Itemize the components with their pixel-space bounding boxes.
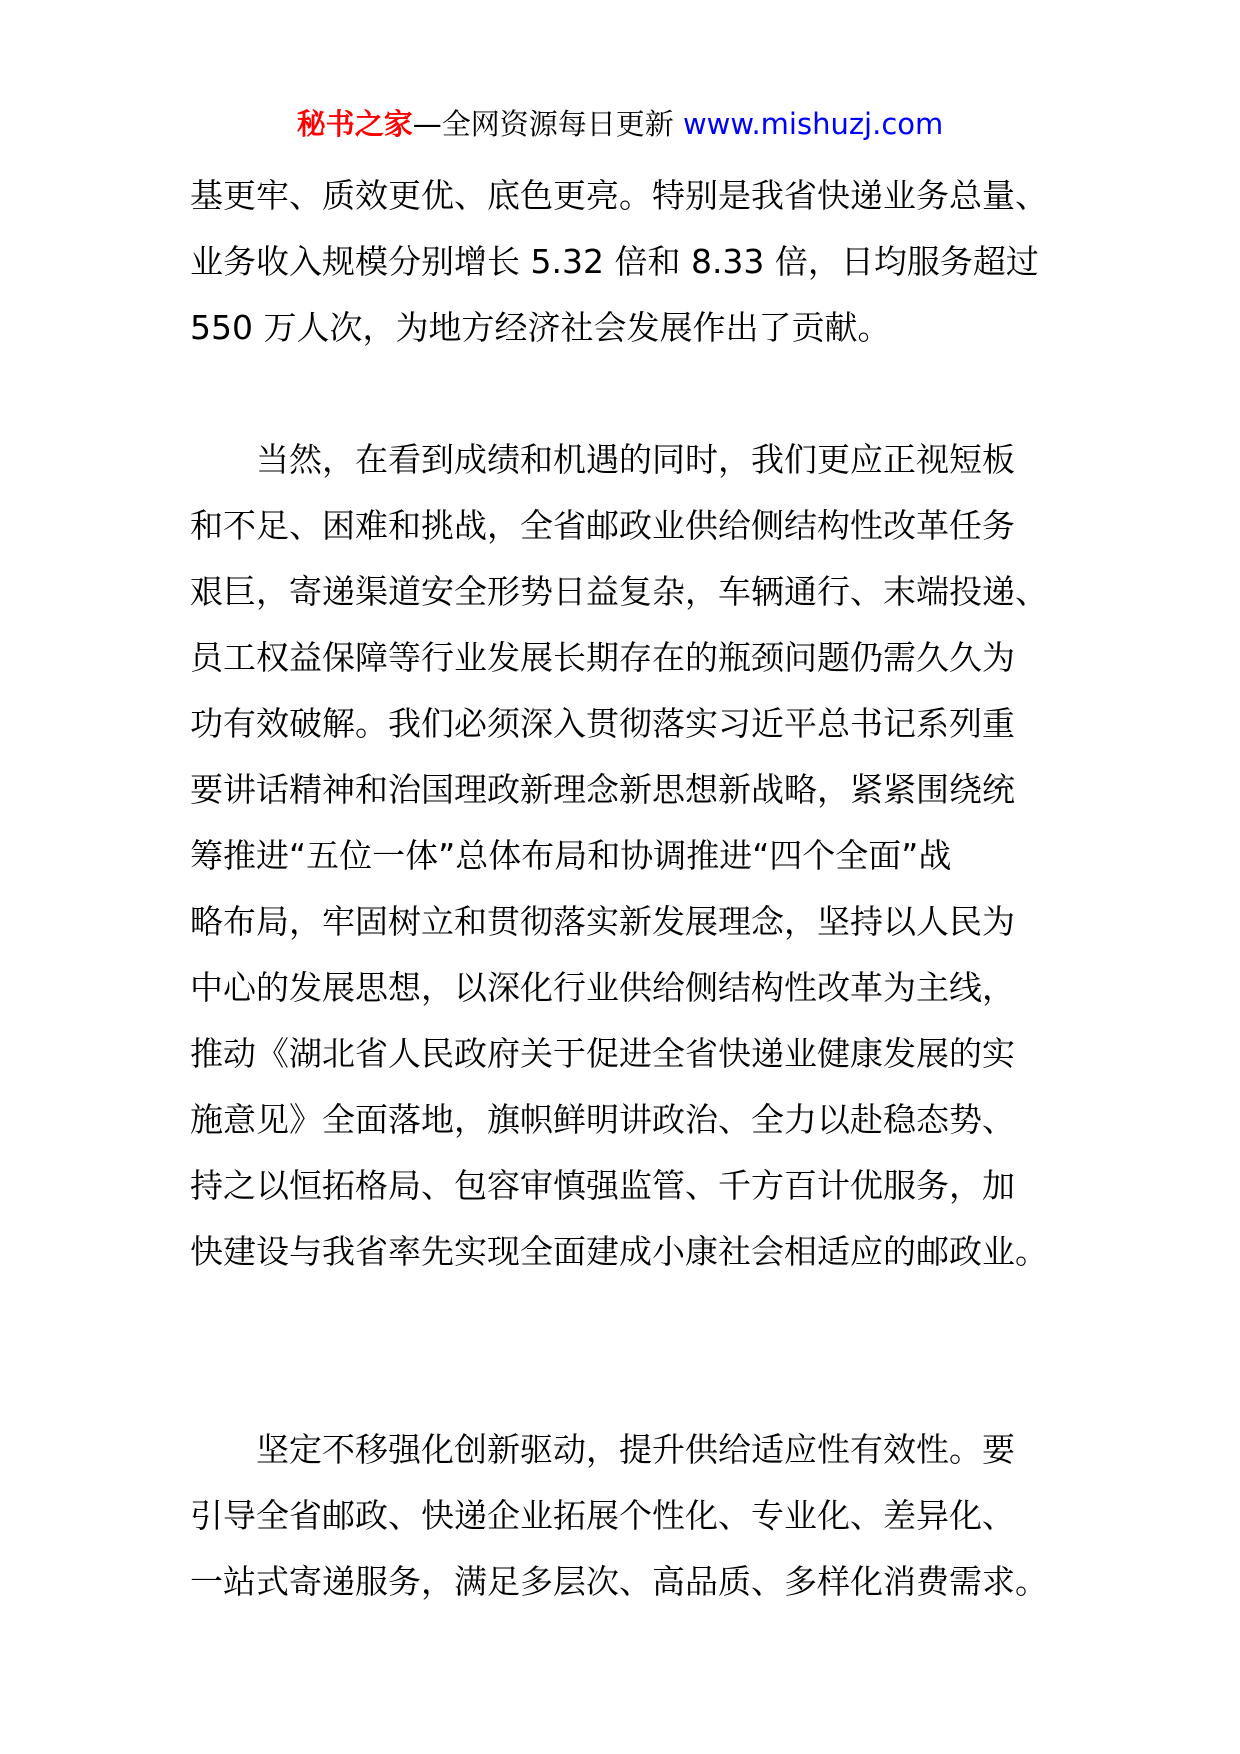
- text-line: 艰巨，寄递渠道安全形势日益复杂，车辆通行、末端投递、: [190, 572, 1048, 611]
- text-line: 中心的发展思想，以深化行业供给侧结构性改革为主线，: [190, 968, 1015, 1007]
- text-line: 基更牢、质效更优、底色更亮。特别是我省快递业务总量、: [190, 176, 1048, 215]
- text-line: 要讲话精神和治国理政新理念新思想新战略，紧紧围绕统: [190, 770, 1015, 809]
- text-line: 筹推进“五位一体”总体布局和协调推进“四个全面”战: [190, 836, 952, 875]
- text-line: 一站式寄递服务，满足多层次、高品质、多样化消费需求。: [190, 1562, 1048, 1601]
- text-line: 功有效破解。我们必须深入贯彻落实习近平总书记系列重: [190, 704, 1015, 743]
- page-header: [0, 104, 1240, 144]
- text-line: 员工权益保障等行业发展长期存在的瓶颈问题仍需久久为: [190, 638, 1015, 677]
- text-line: 持之以恒拓格局、包容审慎强监管、千方百计优服务，加: [190, 1166, 1015, 1205]
- text-line: 引导全省邮政、快递企业拓展个性化、专业化、差异化、: [190, 1496, 1015, 1535]
- paragraph-2: [190, 427, 1050, 1285]
- header-tagline: —全网资源每日更新: [412, 107, 674, 141]
- text-line: 施意见》全面落地，旗帜鲜明讲政治、全力以赴稳态势、: [190, 1100, 1015, 1139]
- text-line: 当然，在看到成绩和机遇的同时，我们更应正视短板: [190, 440, 1015, 479]
- website-link[interactable]: www.mishuzj.com: [682, 107, 944, 141]
- text-line: 推动《湖北省人民政府关于促进全省快递业健康发展的实: [190, 1034, 1015, 1073]
- text-line: 快建设与我省率先实现全面建成小康社会相适应的邮政业。: [190, 1232, 1048, 1271]
- paragraph-1: [190, 163, 1050, 361]
- text-line: 略布局，牢固树立和贯彻落实新发展理念，坚持以人民为: [190, 902, 1015, 941]
- paragraph-3: [190, 1417, 1050, 1615]
- text-line: 坚定不移强化创新驱动，提升供给适应性有效性。要: [190, 1430, 1015, 1469]
- brand-name: 秘书之家: [296, 107, 413, 141]
- document-body: [190, 163, 1050, 1615]
- text-line: 550 万人次，为地方经济社会发展作出了贡献。: [190, 308, 891, 347]
- text-line: 和不足、困难和挑战，全省邮政业供给侧结构性改革任务: [190, 506, 1015, 545]
- text-line: 业务收入规模分别增长 5.32 倍和 8.33 倍，日均服务超过: [190, 242, 1039, 281]
